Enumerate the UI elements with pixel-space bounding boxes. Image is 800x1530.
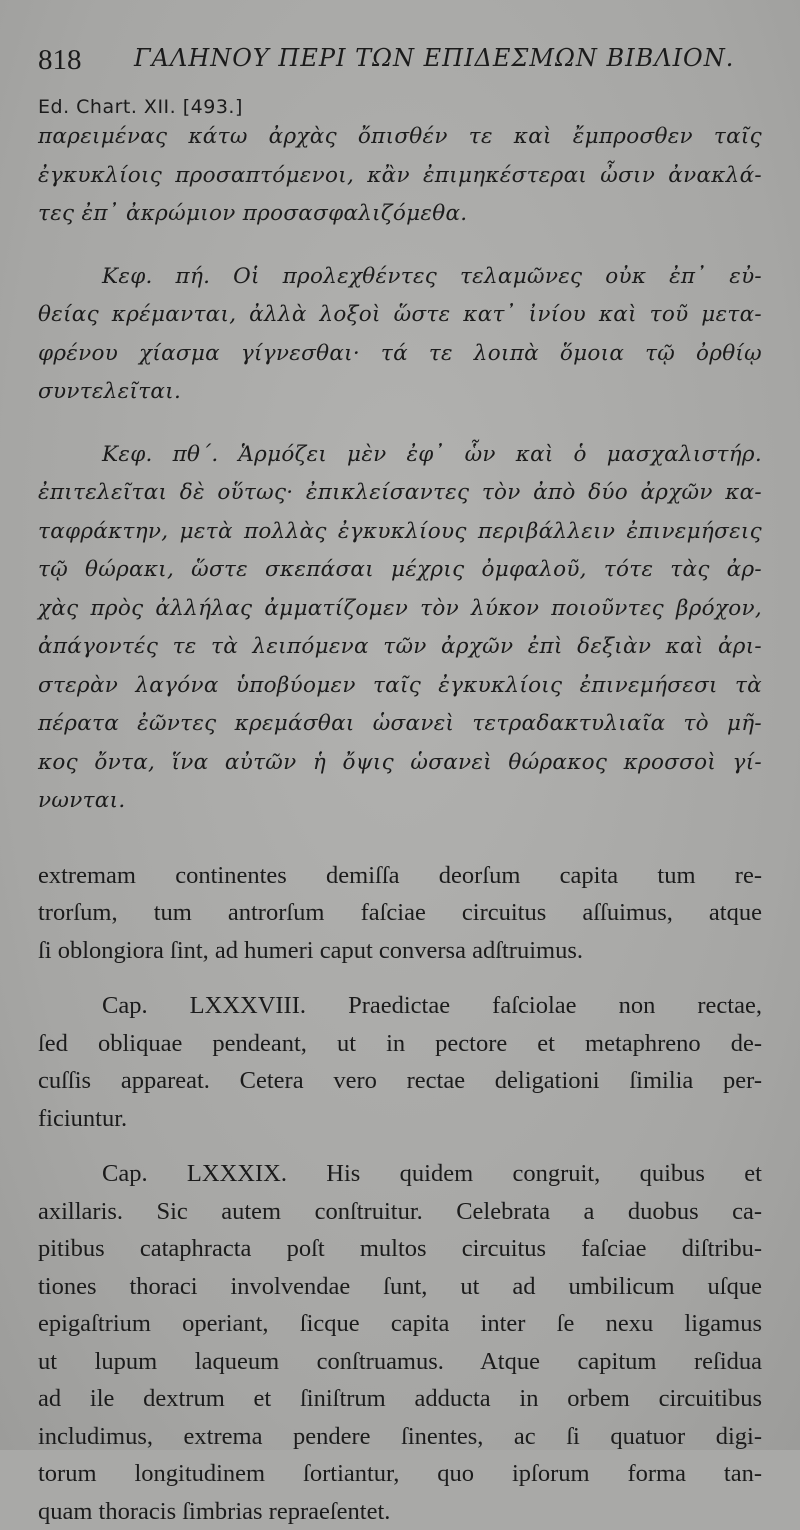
greek-paragraph-1 — [38, 118, 762, 234]
text-line: Cap. LXXXIX. His quidem congruit, quibus et — [38, 1155, 762, 1193]
text-line: ἀπάγοντές τε τὰ λειπόμενα τῶν ἀρχῶν ἐπὶ δεξιὰν καὶ ἀρι- — [38, 628, 762, 667]
text-line: Κεφ. πθ΄. Ἁρμόζει μὲν ἐφ᾽ ὧν καὶ ὁ μασχαλιστήρ. — [38, 436, 762, 475]
text-line: extremam continentes demiſſa deorſum capita tum re- — [38, 857, 762, 895]
latin-paragraph-3 — [38, 1155, 762, 1530]
text-line: includimus, extrema pendere ſinentes, ac ſi quatuor digi- — [38, 1418, 762, 1456]
text-line: Cap. LXXXVIII. Praedictae faſciolae non rectae, — [38, 987, 762, 1025]
text-line: axillaris. Sic autem conſtruitur. Celebrata a duobus ca- — [38, 1193, 762, 1231]
text-line: torum longitudinem ſortiantur, quo ipſorum forma tan- — [38, 1455, 762, 1493]
text-line: trorſum, tum antrorſum faſciae circuitus aſſuimus, atque — [38, 894, 762, 932]
text-line: τῷ θώρακι, ὥστε σκεπάσαι μέχρις ὀμφαλοῦ, τότε τὰς ἀρ- — [38, 551, 762, 590]
text-line: ſed obliquae pendeant, ut in pectore et metaphreno de- — [38, 1025, 762, 1063]
text-line: τες ἐπ᾽ ἀκρώμιον προσασφαλιζόμεθα. — [38, 195, 762, 234]
latin-paragraph-1 — [38, 857, 762, 970]
greek-paragraph-2 — [38, 258, 762, 412]
text-line: ficiuntur. — [38, 1100, 762, 1138]
latin-text — [38, 857, 762, 1530]
text-line: ταφράκτην, μετὰ πολλὰς ἐγκυκλίους περιβάλλειν ἐπινεμήσεις — [38, 513, 762, 552]
text-line: epigaſtrium operiant, ſicque capita inter ſe nexu ligamus — [38, 1305, 762, 1343]
text-line: χὰς πρὸς ἀλλήλας ἀμματίζομεν τὸν λύκον ποιοῦντες βρόχον, — [38, 590, 762, 629]
text-line: φρένου χίασμα γίγνεσθαι· τά τε λοιπὰ ὅμοια τῷ ὀρθίῳ — [38, 335, 762, 374]
latin-paragraph-2 — [38, 987, 762, 1137]
text-line: θείας κρέμανται, ἀλλὰ λοξοὶ ὥστε κατ᾽ ἰνίου καὶ τοῦ μετα- — [38, 296, 762, 335]
text-line: νωνται. — [38, 782, 762, 821]
greek-paragraph-3 — [38, 436, 762, 821]
text-line: ἐγκυκλίοις προσαπτόμενοι, κἂν ἐπιμηκέστεραι ὦσιν ἀνακλά- — [38, 157, 762, 196]
text-line: πέρατα ἐῶντες κρεμάσθαι ὡσανεὶ τετραδακτυλιαῖα τὸ μῆ- — [38, 705, 762, 744]
text-line: ad ile dextrum et ſiniſtrum adducta in orbem circuitibus — [38, 1380, 762, 1418]
page-header — [38, 22, 762, 58]
text-line: παρειμένας κάτω ἀρχὰς ὄπισθέν τε καὶ ἔμπροσθεν ταῖς — [38, 118, 762, 157]
text-line: στερὰν λαγόνα ὑποβύομεν ταῖς ἐγκυκλίοις ἐπινεμήσεσι τὰ — [38, 667, 762, 706]
running-title: ΓΑΛΗΝΟΥ ΠΕΡΙ ΤΩΝ ΕΠΙΔΕΣΜΩΝ ΒΙΒΛΙΟΝ. — [134, 44, 734, 72]
text-line: συντελεῖται. — [38, 373, 762, 412]
greek-text — [38, 118, 762, 821]
edition-reference: Ed. Chart. XII. [493.] — [38, 96, 762, 118]
page-number: 818 — [38, 44, 82, 77]
text-line: quam thoracis ſimbrias repraeſentet. — [38, 1493, 762, 1530]
text-line: tiones thoraci involvendae ſunt, ut ad umbilicum uſque — [38, 1268, 762, 1306]
text-line: ut lupum laqueum conſtruamus. Atque capitum reſidua — [38, 1343, 762, 1381]
text-line: cuſſis appareat. Cetera vero rectae deligationi ſimilia per- — [38, 1062, 762, 1100]
text-line: Κεφ. πή. Οἱ προλεχθέντες τελαμῶνες οὐκ ἐπ᾽ εὐ- — [38, 258, 762, 297]
text-line: ſi oblongiora ſint, ad humeri caput conversa adſtruimus. — [38, 932, 762, 970]
text-line: κος ὄντα, ἵνα αὐτῶν ἡ ὄψις ὡσανεὶ θώρακος κροσσοὶ γί- — [38, 744, 762, 783]
text-line: pitibus cataphracta poſt multos circuitus faſciae diſtribu- — [38, 1230, 762, 1268]
text-line: ἐπιτελεῖται δὲ οὕτως· ἐπικλείσαντες τὸν ἀπὸ δύο ἀρχῶν κα- — [38, 474, 762, 513]
